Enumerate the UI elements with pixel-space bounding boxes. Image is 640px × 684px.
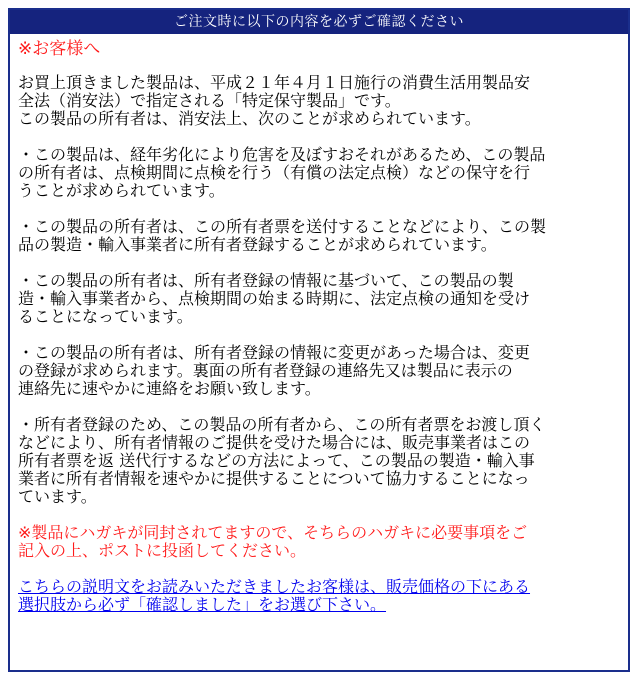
requirement-line: 連絡先に速やかに連絡をお願い致します。 bbox=[18, 379, 321, 398]
requirement-line: ・この製品の所有者は、この所有者票を送付することなどにより、この製 bbox=[18, 217, 547, 236]
requirement-item-dealer-cooperation bbox=[18, 416, 620, 506]
requirement-line: 品の製造・輸入事業者に所有者登録することが求められています。 bbox=[18, 235, 497, 254]
requirement-line: ・所有者登録のため、この製品の所有者から、この所有者票をお渡し頂く bbox=[18, 415, 546, 434]
requirement-line: 造・輸入事業者から、点検期間の始まる時期に、法定点検の通知を受け bbox=[18, 289, 531, 308]
postcard-note-line: ※製品にハガキが同封されてますので、そちらのハガキに必要事項をご bbox=[18, 523, 528, 542]
requirement-item-aging bbox=[18, 146, 620, 200]
requirement-line: の所有者は、点検期間に点検を行う（有償の法定点検）などの保守を行 bbox=[18, 163, 531, 182]
intro-paragraph bbox=[18, 74, 620, 128]
confirmation-link-line[interactable]: こちらの説明文をお読みいただきましたお客様は、販売価格の下にある bbox=[18, 577, 531, 596]
requirement-item-registration bbox=[18, 218, 620, 254]
requirement-line: ・この製品の所有者は、所有者登録の情報に変更があった場合は、変更 bbox=[18, 343, 530, 362]
requirement-line: などにより、所有者情報のご提供を受けた場合には、販売事業者はこの bbox=[18, 433, 531, 452]
requirement-line: うことが求められています。 bbox=[18, 181, 225, 200]
requirement-line: 所有者票を返 送代行するなどの方法によって、この製品の製造・輸入事 bbox=[18, 451, 535, 470]
confirmation-link[interactable] bbox=[18, 578, 620, 614]
notice-header bbox=[10, 10, 628, 34]
greeting-heading: ※お客様へ bbox=[18, 39, 101, 59]
requirement-line: ・この製品の所有者は、所有者登録の情報に基づいて、この製品の製 bbox=[18, 271, 514, 290]
requirement-item-change-registration bbox=[18, 344, 620, 398]
requirement-line: ています。 bbox=[18, 487, 97, 506]
requirement-item-inspection-notice bbox=[18, 272, 620, 326]
notice-box bbox=[8, 8, 630, 672]
notice-header-title: ご注文時に以下の内容を必ずご確認ください bbox=[174, 14, 464, 30]
intro-line: この製品の所有者は、消安法上、次のことが求められています。 bbox=[18, 109, 481, 128]
postcard-note bbox=[18, 524, 620, 560]
requirement-line: の登録が求められます。裏面の所有者登録の連絡先又は製品に表示の bbox=[18, 361, 513, 380]
confirmation-link-line[interactable]: 選択肢から必ず「確認しました」をお選び下さい。 bbox=[18, 595, 387, 614]
requirement-line: ・この製品は、経年劣化により危害を及ぼすおそれがあるため、この製品 bbox=[18, 145, 546, 164]
intro-line: お買上頂きました製品は、平成２１年４月１日施行の消費生活用製品安 bbox=[18, 73, 531, 92]
intro-line: 全法（消安法）で指定される「特定保守製品」です。 bbox=[18, 91, 401, 110]
postcard-note-line: 記入の上、ポストに投函してください。 bbox=[18, 541, 307, 560]
notice-content bbox=[10, 34, 628, 614]
requirement-line: 業者に所有者情報を速やかに提供することについて協力することになっ bbox=[18, 469, 530, 488]
requirement-line: ることになっています。 bbox=[18, 307, 193, 326]
